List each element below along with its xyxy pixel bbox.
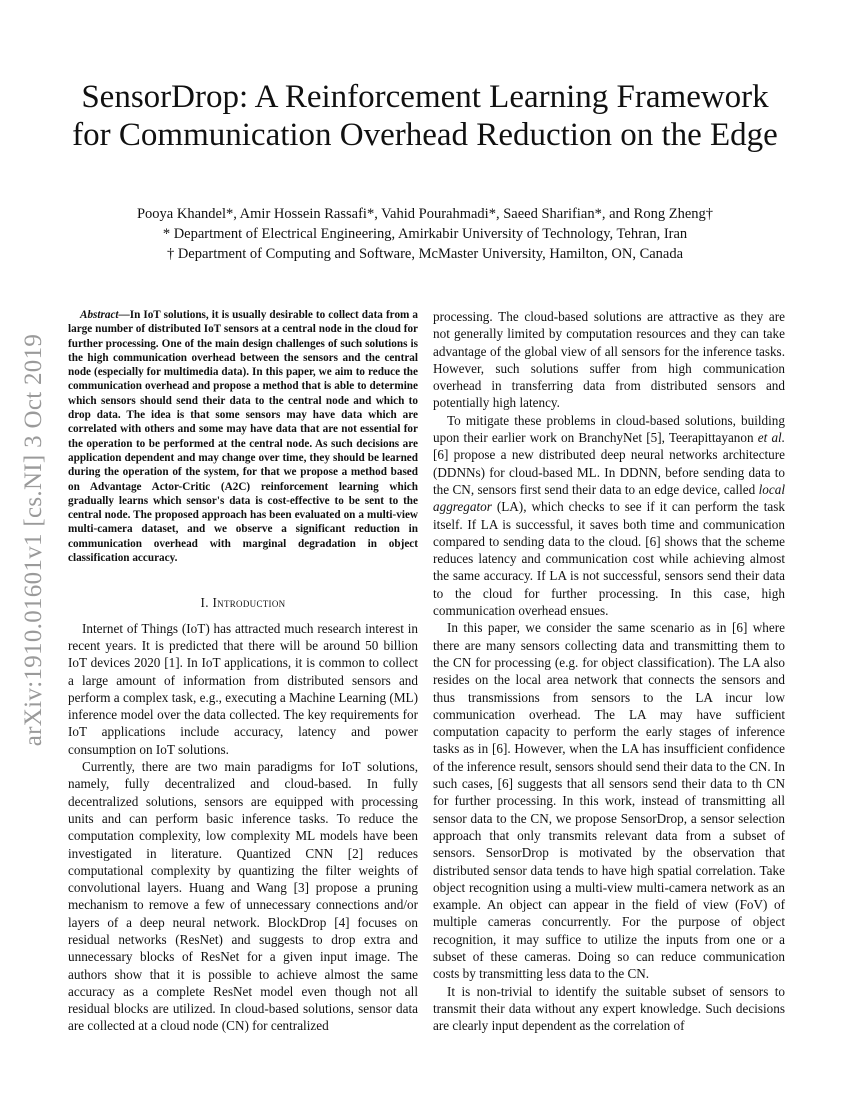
arxiv-watermark — [16, 310, 52, 770]
intro-paragraph-1: Internet of Things (IoT) has attracted much research interest in recent years. It is predicted that there will be around 50 billion IoT devices 2020 [1]. In IoT applications, it is common to collect a large amount of information from distributed sensors and perform a complex task, e.g., executing a Machine Learning (ML) inference model over the data collected. The key requirements for IoT applications include accuracy, latency and power consumption on IoT solutions. — [68, 620, 418, 757]
right-column — [433, 308, 785, 1034]
p2-text-a: To mitigate these problems in cloud-based solutions, building upon their earlier work on BranchyNet [5], Teerapittayanon — [433, 412, 785, 446]
author-block — [60, 204, 790, 264]
right-paragraph-1: processing. The cloud-based solutions are attractive as they are not generally limited by computation resources and they can take advantage of the global view of all sensors for the inference tasks. However, such solutions suffer from high communication overhead in transferring data from distributed sensors and potentially high latency. — [433, 309, 785, 411]
p2-text-b: [6] propose a new distributed deep neural networks architecture (DDNNs) for cloud-based ML. In DDNN, before sending data to the CN, sensors first send their data to an edge device, called — [433, 447, 785, 497]
section-heading-introduction — [68, 594, 418, 611]
section-number: I. — [200, 595, 209, 611]
abstract-text: —In IoT solutions, it is usually desirable to collect data from a large number of distributed IoT sensors at a central node in the cloud for further processing. One of the main design challenges of such solutions is the high communication overhead between the sensors and the central node (especially for multimedia data). In this paper, we aim to reduce the communication overhead and propose a method that is able to determine which sensors should send their data to the central node and which to drop data. The idea is that some sensors may have data which are correlated with others and some may have data that are not essential for the operation to be performed at the central node. As such decisions are application dependent and may change over time, they should be learned during the operation of the system, for that we propose a method based on Advantage Actor-Critic (A2C) reinforcement learning which gradually learns which sensor's data is cost-effective to be sent to the central node. The proposed approach has been evaluated on a multi-view multi-camera dataset, and we observe a significant reduction in communication overhead with marginal degradation in object classification accuracy. — [68, 309, 418, 565]
p2-text-c: (LA), which checks to see if it can perform the task itself. If LA is successful, it saves both time and communication compared to sending data to the cloud. [6] shows that the scheme reduces latency and communication cost while achieving almost the same accuracy. If LA is not successful, sensors send their data to the cloud for further processing. In this case, high communication overhead ensues. — [433, 499, 785, 619]
p2-emphasis-et-al: et al. — [757, 430, 786, 446]
paper-title: SensorDrop: A Reinforcement Learning Framework for Communication Overhead Reduction on the Edge — [72, 79, 778, 153]
abstract — [68, 308, 418, 565]
intro-paragraph-2: Currently, there are two main paradigms for IoT solutions, namely, fully decentralized and cloud-based. In fully decentralized solutions, sensors are equipped with processing units and can perform basic inference tasks. To reduce the computation complexity, low complexity ML models have been investigated in literature. Quantized CNN [2] reduces computational complexity by quantizing the filter weights of convolutional layers. Huang and Wang [3] propose a pruning mechanism to remove a few of unnecessary connections and/or layers of a deep neural network. BlockDrop [4] focuses on residual networks (ResNet) and suggests to drop extra and unnecessary blocks of ResNet for a given input image. The authors show that it is possible to achieve almost the same accuracy as a complete ResNet model even though not all residual blocks are utilized. In cloud-based solutions, sensor data are collected at a cloud node (CN) for centralized — [68, 759, 418, 1034]
affiliation-2: † Department of Computing and Software, McMaster University, Hamilton, ON, Canada — [166, 246, 684, 262]
right-paragraph-4: It is non-trivial to identify the suitable subset of sensors to transmit their data without any expert knowledge. Such decisions are clearly input dependent as the correlation of — [433, 983, 785, 1034]
author-names: Pooya Khandel*, Amir Hossein Rassafi*, Vahid Pourahmadi*, Saeed Sharifian*, and Rong Zheng† — [136, 206, 714, 222]
abstract-label: Abstract — [80, 309, 119, 321]
section-title: Introduction — [212, 595, 286, 611]
arxiv-id-text: arXiv:1910.01601v1 [cs.NI] 3 Oct 2019 — [20, 333, 48, 747]
affiliation-1: * Department of Electrical Engineering, Amirkabir University of Technology, Tehran, Iran — [162, 226, 688, 242]
right-paragraph-2 — [433, 412, 785, 620]
right-paragraph-3: In this paper, we consider the same scenario as in [6] where there are many sensors collecting data and transmitting them to the CN for processing (e.g. for object classification). The LA also resides on the local area network that connects the sensors and thus transmissions from sensors to the LA incur low communication overhead. The LA may have sufficient computation capacity to perform the early stages of inference tasks as in [6]. However, when the LA has insufficient confidence of the inference result, sensors should send their data to the CN. In such cases, [6] suggests that all sensors send their data to th CN for further processing. In this work, instead of transmitting all sensor data to the CN, we propose SensorDrop, a sensor selection approach that only transmits relevant data from a subset of sensors. SensorDrop is motivated by the observation that distributed sensor data tends to have high spatial correlation. Take object recognition using a multi-view multi-camera network as an example. An object can appear in the field of view (FoV) of multiple cameras concurrently. For the purpose of object recognition, it may suffice to utilize the inputs from one or a subset of these cameras. Doing so can reduce communication costs by transmitting less data to the CN. — [433, 620, 785, 982]
p2-emphasis-local-aggregator: local aggregator — [433, 481, 785, 515]
left-column — [68, 308, 418, 1035]
